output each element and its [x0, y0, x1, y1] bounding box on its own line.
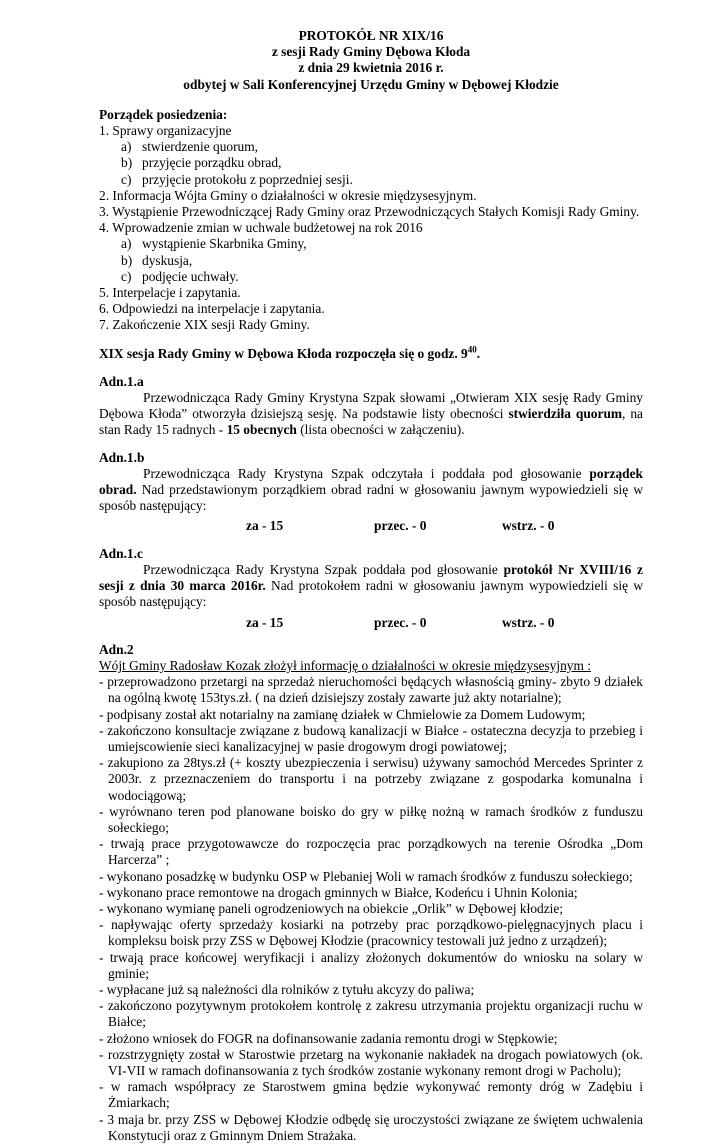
- paragraph-bold: protokół Nr XVIII/16 z sesji z dnia 30 marca 2016r.: [99, 561, 643, 594]
- section-title: Adn.2: [99, 641, 134, 657]
- list-item: - zakupiono za 28tys.zł (+ koszty ubezpieczenia i serwisu) używany samochód Mercedes Sprinter z 2003r. z przeznaczeniem do transportu i na potrzeby związane z gospodarka komunalna i wodociągową;: [99, 755, 643, 803]
- vote-abstain: wstrz. - 0: [502, 518, 555, 534]
- list-item: - w ramach współpracy ze Starostwem gmina będzie wykonywać remonty dróg w Zadębiu i Żmiarkach;: [99, 1079, 643, 1111]
- list-item: - trwają prace końcowej weryfikacji i analizy złożonych dokumentów do wniosku na solary w gminie;: [99, 949, 643, 981]
- subitem-text: wystąpienie Skarbnika Gminy,: [142, 236, 307, 252]
- section-adn-1b: [99, 450, 643, 535]
- agenda-subitem: [99, 253, 643, 269]
- section-title: Adn.1.c: [99, 545, 143, 561]
- section-adn-1a: [99, 374, 643, 439]
- agenda-item: 6. Odpowiedzi na interpelacje i zapytania.: [99, 301, 325, 317]
- vote-result: [99, 518, 643, 534]
- subitem-letter: b): [121, 252, 133, 268]
- subitem-letter: a): [121, 139, 132, 155]
- session-start-text: XIX sesja Rady Gminy w Dębowa Kłoda rozpoczęła się o godz. 9: [99, 345, 468, 361]
- list-item: - podpisany został akt notarialny na zamianę działek w Chmielowie za Domem Ludowym;: [99, 706, 586, 722]
- section-title: Adn.1.a: [99, 373, 144, 389]
- session-date: z dnia 29 kwietnia 2016 r.: [298, 60, 444, 76]
- agenda-item: 2. Informacja Wójta Gminy o działalności w okresie międzysesyjnym.: [99, 187, 477, 203]
- agenda-item: 1. Sprawy organizacyjne: [99, 123, 232, 139]
- subitem-letter: a): [121, 236, 132, 252]
- paragraph-text: Przewodnicząca Rady Krystyna Szpak odczytała i poddała pod głosowanie: [143, 465, 590, 481]
- list-item: - wypłacane już są należności dla rolników z tytułu akcyzy do paliwa;: [99, 981, 475, 997]
- paragraph-text: Przewodnicząca Rady Gminy Krystyna Szpak słowami „Otwieram XIX sesję Rady Gminy Dębowa Kłoda” otworzyła dzisiejszą sesję. Na podstawie listy obecności: [99, 390, 643, 422]
- agenda-item: 5. Interpelacje i zapytania.: [99, 285, 241, 301]
- paragraph-bold: porządek obrad.: [99, 465, 643, 498]
- document-header: [99, 28, 643, 93]
- vote-abstain: wstrz. - 0: [502, 614, 555, 630]
- subitem-text: przyjęcie protokołu z poprzedniej sesji.: [142, 171, 353, 187]
- session-start-end: .: [476, 345, 481, 361]
- subitem-text: dyskusja,: [142, 252, 193, 268]
- list-item: - złożono wniosek do FOGR na dofinansowanie zadania remontu drogi w Stępkowie;: [99, 1030, 558, 1046]
- paragraph-text: Nad przedstawionym porządkiem obrad radni w głosowaniu jawnym wypowiedzieli się w sposób następujący:: [99, 482, 643, 514]
- session-location: odbytej w Sali Konferencyjnej Urzędu Gminy w Dębowej Kłodzie: [183, 76, 559, 92]
- paragraph-bold: stwierdziła quorum: [508, 406, 623, 422]
- agenda-subitem: [99, 172, 643, 188]
- agenda-item: 4. Wprowadzenie zmian w uchwale budżetowej na rok 2016: [99, 220, 423, 236]
- list-item: - zakończono konsultacje związane z budową kanalizacji w Białce - ostateczna decyzja to przebieg i umiejscowienie sieci kanalizacyjnej w pasie drogowym drogi powiatowej;: [99, 722, 643, 754]
- list-item: - napływając oferty sprzedaży kosiarki na potrzeby prac porządkowo-pielęgnacyjnych placu i kompleksu boisk przy ZSS w Dębowej Kłodzie (pracownicy testowali już jedno z urządzeń);: [99, 917, 643, 949]
- list-item: - wykonano posadzkę w budynku OSP w Plebaniej Woli w ramach środków z funduszu sołeckiego;: [99, 868, 633, 884]
- agenda-subitem: [99, 155, 643, 171]
- list-item: - wykonano wymianę paneli ogrodzeniowych na obiekcie „Orlik” w Dębowej kłodzie;: [99, 900, 564, 916]
- list-item: - wykonano prace remontowe na drogach gminnych w Białce, Kodeńcu i Uhnin Kolonia;: [99, 884, 578, 900]
- subitem-text: przyjęcie porządku obrad,: [142, 155, 282, 171]
- section-intro: Wójt Gminy Radosław Kozak złożył informację o działalności w okresie międzysesyjnym :: [99, 657, 591, 673]
- paragraph-text: Przewodnicząca Rady Krystyna Szpak poddała pod głosowanie: [143, 561, 504, 577]
- subitem-letter: c): [121, 171, 132, 187]
- agenda-subitem: [99, 139, 643, 155]
- list-item: - trwają prace przygotowawcze do rozpoczęcia prac porządkowych na terenie Ośrodka „Dom Harcerza” ;: [99, 836, 643, 868]
- list-item: - przeprowadzono przetargi na sprzedaż nieruchomości będących własnością gminy- zbyto 9 działek na ogólną kwotę 153tys.zł. ( na dzień dzisiejszy zostały zawarte już akty notarialne);: [99, 674, 643, 706]
- subitem-letter: c): [121, 268, 132, 284]
- agenda: [99, 107, 643, 334]
- paragraph-text: Nad protokołem radni w głosowaniu jawnym wypowiedzieli się w sposób następujący:: [99, 578, 643, 610]
- subitem-letter: b): [121, 155, 133, 171]
- paragraph-text: , na stan Rady 15 radnych -: [99, 406, 643, 438]
- list-item: - wyrównano teren pod planowane boisko do gry w piłkę nożną w ramach środków z funduszu sołeckiego;: [99, 803, 643, 835]
- agenda-subitem: [99, 269, 643, 285]
- section-paragraph: [99, 390, 643, 439]
- section-paragraph: [99, 466, 643, 515]
- agenda-subitem: [99, 236, 643, 252]
- vote-result: [99, 615, 643, 631]
- agenda-item: 3. Wystąpienie Przewodniczącej Rady Gminy oraz Przewodniczących Stałych Komisji Rady Gminy.: [99, 204, 640, 220]
- section-paragraph: [99, 562, 643, 611]
- subitem-text: stwierdzenie quorum,: [142, 139, 259, 155]
- session-start-minutes: 40: [467, 344, 477, 355]
- vote-for: za - 15: [246, 518, 284, 534]
- section-adn-2: [99, 642, 643, 1144]
- section-title: Adn.1.b: [99, 449, 145, 465]
- session-subtitle: z sesji Rady Gminy Dębowa Kłoda: [271, 44, 471, 60]
- agenda-title: Porządek posiedzenia:: [99, 106, 228, 122]
- activity-list: [99, 674, 643, 1144]
- agenda-item: 7. Zakończenie XIX sesji Rady Gminy.: [99, 317, 310, 333]
- vote-for: za - 15: [246, 614, 284, 630]
- protocol-title: PROTOKÓŁ NR XIX/16: [298, 28, 444, 43]
- paragraph-text: (lista obecności w załączeniu).: [296, 422, 465, 438]
- session-start: [99, 346, 643, 362]
- subitem-text: podjęcie uchwały.: [142, 268, 239, 284]
- vote-against: przec. - 0: [374, 614, 427, 630]
- section-adn-1c: [99, 546, 643, 631]
- list-item: - rozstrzygnięty został w Starostwie przetarg na wykonanie nakładek na drogach powiatowych (ok. VI-VII w ramach dofinansowania z tych środków zostanie wykonany remont drogi w Pacholu);: [99, 1046, 643, 1078]
- paragraph-bold: 15 obecnych: [226, 422, 297, 438]
- vote-against: przec. - 0: [374, 518, 427, 534]
- list-item: - zakończono pozytywnym protokołem kontrolę z zakresu utrzymania projektu organizacji ruchu w Białce;: [99, 998, 643, 1030]
- list-item: - 3 maja br. przy ZSS w Dębowej Kłodzie odbędę się uroczystości związane ze świętem uchwalenia Konstytucji oraz z Gminnym Dniem Strażaka.: [99, 1111, 643, 1143]
